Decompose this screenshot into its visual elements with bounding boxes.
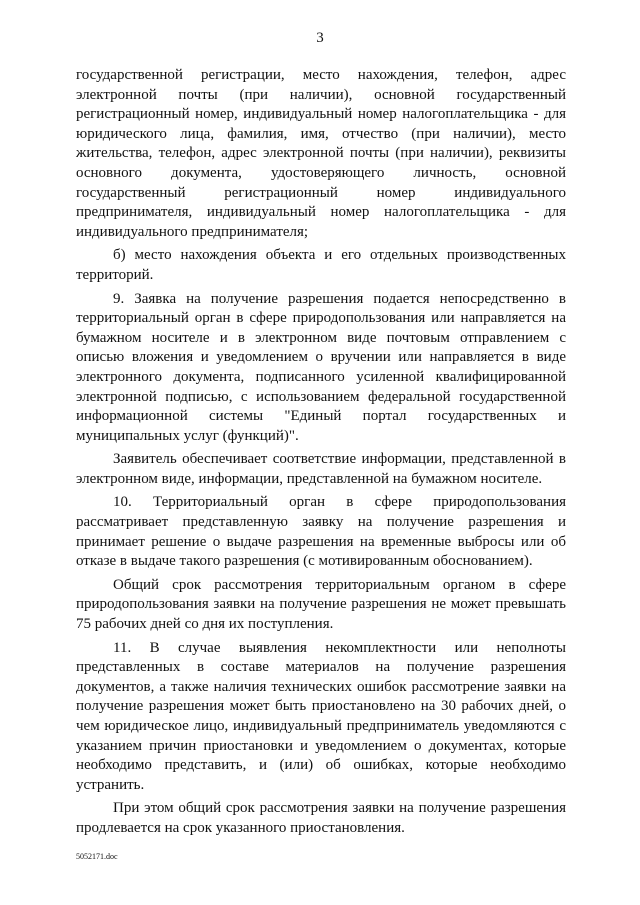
footer-file-code: 5052171.doc <box>76 852 118 861</box>
paragraph-item-11: 11. В случае выявления некомплектности или неполноты представленных в составе материалов на получение разрешения документов, а также наличия технических ошибок рассмотрение заявки на получение разрешения может быть приостановлено на 30 рабочих дней, о чем юридическое лицо, индивидуальный предприниматель уведомляются с указанием причин приостановки и уведомлением о документах, которые необходимо представить, и (или) об ошибках, которые необходимо устранить. <box>76 639 566 793</box>
paragraph-item-10: 10. Территориальный орган в сфере природопользования рассматривает представленную заявку на получение разрешения и принимает решение о выдаче разрешения на временные выбросы или об отказе в выдаче такого разрешения (с мотивированным обоснованием). <box>76 494 566 570</box>
paragraph-object-location: б) место нахождения объекта и его отдельных производственных территорий. <box>76 247 566 283</box>
paragraph-period-extension: При этом общий срок рассмотрения заявки на получение разрешения продлевается на срок указанного приостановления. <box>76 800 566 836</box>
page-number: 3 <box>316 30 324 46</box>
paragraph-review-period: Общий срок рассмотрения территориальным органом в сфере природопользования заявки на получение разрешения не может превышать 75 рабочих дней со дня их поступления. <box>76 576 566 633</box>
paragraph-applicant-details: государственной регистрации, место нахождения, телефон, адрес электронной почты (при наличии), основной государственный регистрационный номер, индивидуальный номер налогоплательщика - для юридического лица, фамилия, имя, отчество (при наличии), место жительства, телефон, адрес электронной почты (при наличии), реквизиты основного документа, удостоверяющего личность, основной государственный регистрационный номер индивидуального предпринимателя, индивидуальный номер налогоплательщика - для индивидуального предпринимателя; <box>76 67 566 240</box>
paragraph-item-9: 9. Заявка на получение разрешения подается непосредственно в территориальный орган в сфере природопользования или направляется на бумажном носителе и в электронном виде почтовым отправлением с описью вложения и уведомлением о вручении или направляется в виде электронного документа, подписанного усиленной квалифицированной электронной подписью, с использованием федеральной государственной информационной системы "Единый портал государственных и муниципальных услуг (функций)". <box>76 290 566 444</box>
paragraph-applicant-ensures: Заявитель обеспечивает соответствие информации, представленной в электронном виде, информации, представленной на бумажном носителе. <box>76 451 566 487</box>
document-body <box>76 66 566 843</box>
